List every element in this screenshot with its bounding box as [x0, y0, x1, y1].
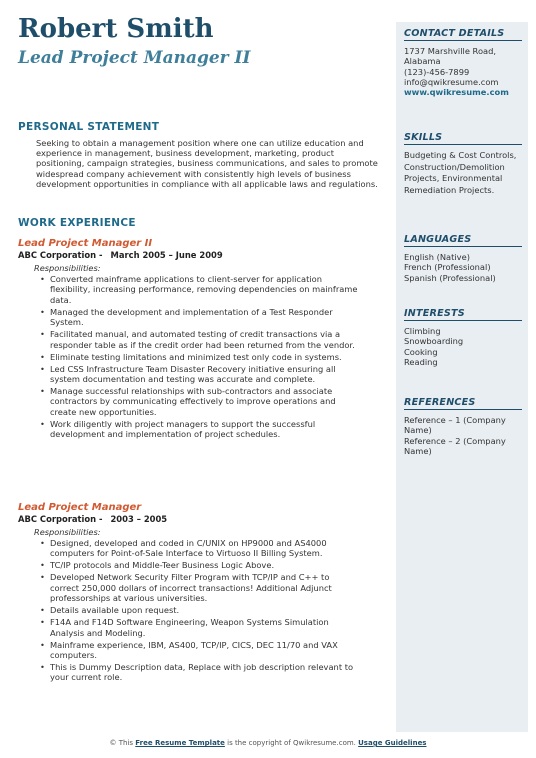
list-item: • Converted mainframe applications to client-server for application flexibility, increasing performance, removing dependencies on mainframe data. [38, 274, 358, 305]
list-item: • Details available upon request. [38, 605, 358, 615]
list-item: Climbing [404, 326, 441, 336]
job-company: ABC Corporation - [18, 250, 103, 260]
list-item: • Work diligently with project managers to support the successful development and implementation of project schedules. [38, 419, 358, 440]
candidate-name: Robert Smith [18, 14, 214, 44]
list-item: • Led CSS Infrastructure Team Disaster Recovery initiative ensuring all system documentation and testing was accurate and complete. [38, 364, 358, 385]
contact-section [404, 28, 522, 97]
personal-statement-heading: PERSONAL STATEMENT [18, 121, 160, 133]
job-company: ABC Corporation - [18, 514, 103, 524]
job-title: Lead Project Manager II [18, 238, 153, 249]
list-item: • F14A and F14D Software Engineering, Weapon Systems Simulation Analysis and Modeling. [38, 617, 358, 638]
languages-heading: LANGUAGES [404, 234, 522, 247]
languages-section [404, 234, 522, 283]
list-item: • Developed Network Security Filter Program with TCP/IP and C++ to correct 250,000 dollars of incorrect transactions! Additional Adjunct professorships at various universities. [38, 572, 358, 603]
list-item: Snowboarding [404, 336, 464, 347]
list-item: Spanish (Professional) [404, 272, 496, 283]
list-item: • This is Dummy Description data, Replace with job description relevant to your current role. [38, 662, 358, 683]
footer-copyright: is the copyright of Qwikresume.com. [227, 739, 356, 747]
references-section [404, 397, 522, 456]
skills-heading: SKILLS [404, 132, 522, 145]
footer [0, 739, 536, 747]
interests-section [404, 308, 522, 367]
website-link[interactable]: www.qwikresume.com [404, 87, 509, 98]
job-dates: March 2005 – June 2009 [110, 250, 223, 260]
list-item: Cooking [404, 346, 438, 357]
address-line-2: Alabama [404, 56, 441, 67]
references-heading: REFERENCES [404, 397, 522, 410]
usage-guidelines-link[interactable]: Usage Guidelines [358, 739, 427, 747]
list-item: French (Professional) [404, 262, 491, 273]
resume-main [18, 14, 383, 683]
work-experience-heading: WORK EXPERIENCE [18, 217, 136, 229]
list-item: • Managed the development and implementation of a Test Responder System. [38, 307, 358, 328]
candidate-title: Lead Project Manager II [18, 48, 251, 68]
skills-section [404, 132, 522, 196]
email-address[interactable]: info@qwikresume.com [404, 76, 499, 87]
contact-heading: CONTACT DETAILS [404, 28, 522, 41]
list-item: • Manage successful relationships with sub-contractors and associate contractors by communicating effectively to improve operations and create new opportunities. [38, 386, 358, 417]
skills-text: Budgeting & Cost Controls, Construction/Demolition Projects, Environmental Remediation Projects. [404, 150, 517, 195]
job-entry-1 [18, 238, 383, 441]
personal-statement-text: Seeking to obtain a management position where one can utilize education and experience in management, business development, marketing, product positioning, campaign strategies, business communications, and sales to promote widespread company achievement with consistently high levels of business development opportunities in compliance with all applicable laws and regulations. [36, 138, 378, 189]
job-dates: 2003 – 2005 [110, 514, 168, 524]
list-item: • Mainframe experience, IBM, AS400, TCP/IP, CICS, DEC 11/70 and VAX computers. [38, 640, 358, 661]
responsibilities-list [38, 538, 358, 683]
free-resume-template-link[interactable]: Free Resume Template [135, 739, 225, 747]
list-item: Reading [404, 356, 438, 367]
job-title: Lead Project Manager [18, 502, 142, 513]
list-item: • TC/IP protocols and Middle-Teer Business Logic Above. [38, 560, 358, 570]
job-company-line [18, 250, 383, 261]
list-item: • Eliminate testing limitations and minimized test only code in systems. [38, 352, 358, 362]
list-item: English (Native) [404, 252, 470, 262]
responsibilities-label: Responsibilities: [34, 263, 101, 273]
footer-prefix: © This [109, 739, 134, 747]
responsibilities-label: Responsibilities: [34, 527, 101, 537]
phone-number: (123)-456-7899 [404, 66, 470, 77]
job-entry-2 [18, 502, 383, 684]
job-company-line [18, 514, 383, 525]
address-line-1: 1737 Marshville Road, [404, 46, 497, 56]
list-item: Reference – 1 (Company Name) [404, 415, 506, 436]
interests-heading: INTERESTS [404, 308, 522, 321]
responsibilities-list [38, 274, 358, 440]
list-item: • Facilitated manual, and automated testing of credit transactions via a responder table as if the credit order had been returned from the vendor. [38, 329, 358, 350]
resume-sidebar [396, 22, 528, 732]
list-item: • Designed, developed and coded in C/UNIX on HP9000 and AS4000 computers for Point-of-Sale Interface to Virtuoso II Billing System. [38, 538, 358, 559]
list-item: Reference – 2 (Company Name) [404, 435, 506, 456]
